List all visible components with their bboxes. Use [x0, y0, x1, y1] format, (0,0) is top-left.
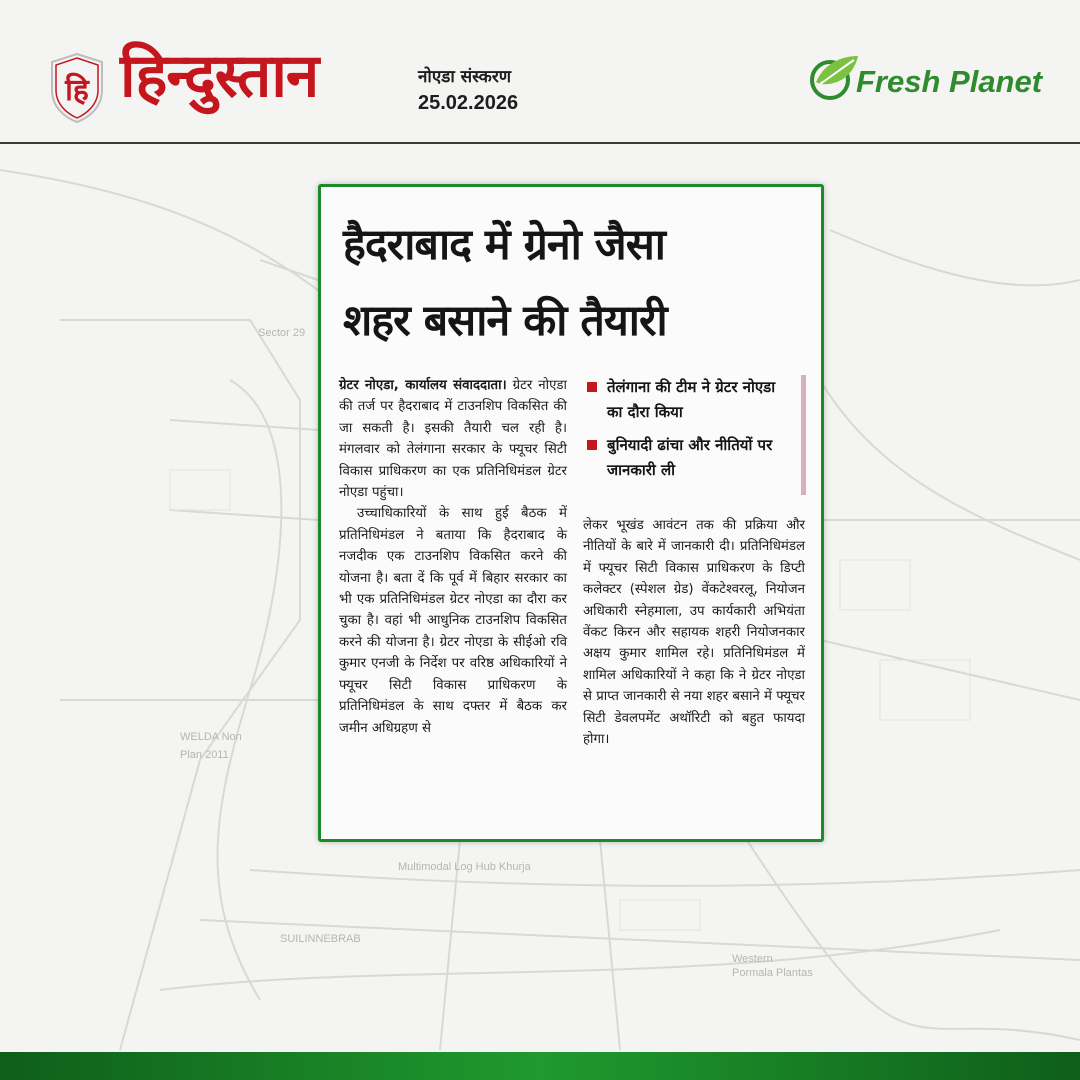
edition-date: 25.02.2026 — [418, 92, 519, 114]
logo-letter: हि — [65, 73, 89, 108]
map-label-welda: WELDA Non — [180, 731, 242, 743]
header-divider — [0, 142, 1080, 144]
square-bullet-icon — [587, 382, 597, 392]
footer-band — [0, 1052, 1080, 1080]
leaf-globe-icon — [806, 50, 860, 104]
brand-name: Fresh Planet — [856, 64, 1043, 99]
headline-line-1: हैदराबाद में ग्रेनो जैसा — [343, 220, 665, 270]
highlight-item — [583, 433, 795, 483]
highlight-item — [583, 375, 795, 425]
map-label-town: SUILINNEBRAB — [280, 933, 361, 945]
map-label-hub: Multimodal Log Hub Khurja — [398, 861, 531, 873]
paragraph-1-text: ग्रेटर नोएडा की तर्ज पर हैदराबाद में टाउनशिप विकसित की जा सकती है। इसकी तैयारी चल रही है। मंगलवार को तेलंगाना सरकार के फ्यूचर सिटी विकास प्राधिकरण का एक प्रतिनिधिमंडल ग्रेटर नोएडा पहुंचा। — [339, 378, 567, 501]
header — [0, 0, 1080, 143]
square-bullet-icon — [587, 440, 597, 450]
article-column-left — [339, 375, 567, 739]
highlight-text-1: तेलंगाना की टीम ने ग्रेटर नोएडा का दौरा किया — [607, 378, 776, 421]
map-label-pormala: Pormala Plantas — [732, 967, 813, 979]
article-paragraph-2: उच्चाधिकारियों के साथ हुई बैठक में प्रतिनिधिमंडल ने बताया कि हैदराबाद के नजदीक एक टाउनशिप विकसित करने की योजना है। बता दें कि पूर्व में बिहार सरकार का भी एक प्रतिनिधिमंडल ग्रेटर नोएडा का दौरा कर चुका है। वहां भी आधुनिक टाउनशिप विकसित करने की योजना है। ग्रेटर नोएडा के सीईओ रवि कुमार एनजी के निर्देश पर वरिष्ठ अधिकारियों ने फ्यूचर सिटी विकास प्राधिकरण के प्रतिनिधिमंडल के साथ दफ्तर में बैठक कर जमीन अधिग्रहण से — [339, 506, 567, 736]
map-label-sector: Sector 29 — [258, 327, 306, 339]
article-column-right — [583, 515, 805, 750]
map-label-plan: Plan 2011 — [180, 749, 229, 761]
dateline: ग्रेटर नोएडा, कार्यालय संवाददाता। — [339, 378, 507, 393]
news-clipping — [318, 184, 824, 842]
fresh-planet-brand — [806, 50, 1056, 106]
article-paragraph-3: लेकर भूखंड आवंटन तक की प्रक्रिया और नीतियों के बारे में जानकारी दी। प्रतिनिधिमंडल में फ्यूचर सिटी विकास प्राधिकरण के डिप्टी कलेक्टर (स्पेशल ग्रेड) वेंकटेश्वरलू, नियोजन अधिकारी स्नेहमाला, उप कार्यकारी अभियंता वेंकट किरन और सहायक शहरी नियोजनकार अक्षय कुमार शामिल रहे। प्रतिनिधिमंडल में शामिल अधिकारियों ने कहा कि ने ग्रेटर नोएडा से प्राप्त जानकारी से नया शहर बसाने में फ्यूचर सिटी डेवलपमेंट अथॉरिटी को बहुत फायदा होगा। — [583, 518, 805, 748]
map-label-western: Western — [732, 953, 773, 965]
masthead-title: हिन्दुस्तान — [120, 41, 319, 111]
highlights-box — [583, 375, 806, 495]
article-paragraph-1 — [339, 375, 567, 503]
highlight-text-2: बुनियादी ढांचा और नीतियों पर जानकारी ली — [607, 436, 773, 479]
article-headline — [343, 207, 803, 359]
headline-line-2: शहर बसाने की तैयारी — [343, 296, 667, 346]
hindustan-shield-logo-icon — [48, 52, 106, 124]
edition-name: नोएडा संस्करण — [418, 67, 512, 87]
